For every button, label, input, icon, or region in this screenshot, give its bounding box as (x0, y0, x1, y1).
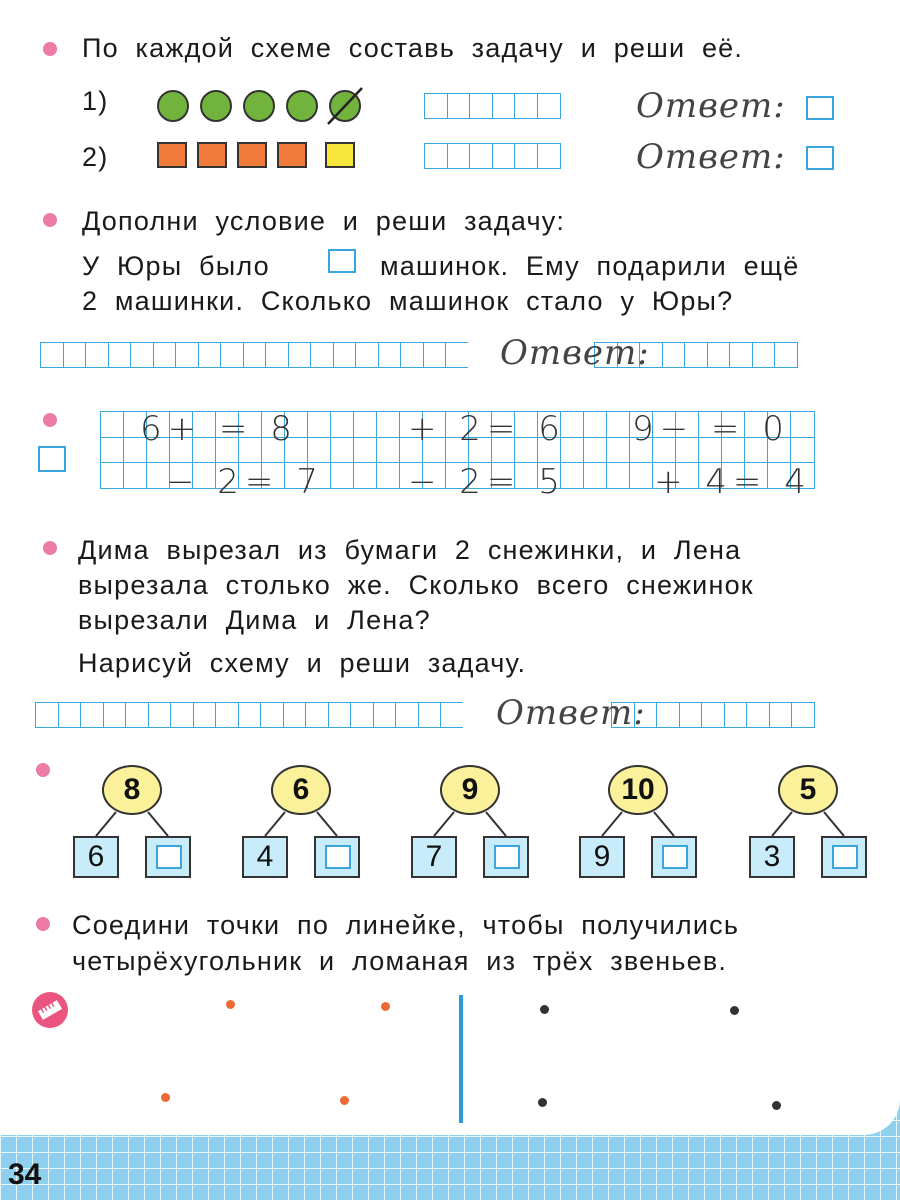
tree-5-left: 3 (749, 836, 795, 878)
task1-row2-label: 2) (82, 142, 109, 172)
task4-line1: Дима вырезал из бумаги 2 снежинки, и Лена (78, 535, 742, 565)
divider-line (459, 995, 463, 1123)
tree-2-top: 6 (271, 765, 331, 815)
tree-3-top: 9 (440, 765, 500, 815)
equation-3: 9− = 0 (632, 409, 790, 449)
point-right-4[interactable] (772, 1101, 781, 1110)
equation-6: + 4= 4 (654, 462, 812, 502)
answer-label-2: Ответ: (636, 137, 786, 177)
tree-2-left: 4 (242, 836, 288, 878)
task2-line1b: машинок. Ему подарили ещё (380, 251, 800, 281)
task6-bullet (36, 917, 50, 931)
ruler-icon (30, 990, 70, 1030)
point-left-3[interactable] (161, 1093, 170, 1102)
task2-title: Дополни условие и реши задачу: (82, 206, 566, 236)
point-right-1[interactable] (540, 1005, 549, 1014)
answer-label-task2: Ответ: (500, 333, 650, 373)
tree-3-right-box[interactable] (483, 836, 529, 878)
tree-5-right-box[interactable] (821, 836, 867, 878)
page-number: 34 (8, 1158, 42, 1191)
task1-row1-label: 1) (82, 86, 109, 116)
equation-4: − 2= 7 (166, 462, 324, 502)
equation-1: 6+ = 8 (140, 409, 298, 449)
equation-5: − 2= 5 (408, 462, 566, 502)
point-left-4[interactable] (340, 1096, 349, 1105)
point-right-3[interactable] (538, 1098, 547, 1107)
point-left-1[interactable] (226, 1000, 235, 1009)
task4-line4: Нарисуй схему и реши задачу. (78, 648, 527, 678)
task2-line2: 2 машинки. Сколько машинок стало у Юры? (82, 286, 734, 316)
answer-label-1: Ответ: (636, 86, 786, 126)
point-left-2[interactable] (381, 1002, 390, 1011)
task4-line2: вырезала столько же. Сколько всего снежинок (78, 570, 754, 600)
tree-2-right-box[interactable] (314, 836, 360, 878)
tree-4-left: 9 (579, 836, 625, 878)
task1-title: По каждой схеме составь задачу и реши её. (82, 33, 744, 63)
tree-1-right-box[interactable] (145, 836, 191, 878)
equation-2: + 2= 6 (408, 409, 566, 449)
answer-label-task4: Ответ: (496, 693, 646, 733)
tree-5-top: 5 (778, 765, 838, 815)
task2-line1a: У Юры было (82, 251, 270, 281)
tree-1-top: 8 (102, 765, 162, 815)
task6-line2: четырёхугольник и ломаная из трёх звеньев. (72, 946, 728, 976)
task4-line3: вырезали Дима и Лена? (78, 605, 431, 635)
tree-3-left: 7 (411, 836, 457, 878)
task6-line1: Соедини точки по линейке, чтобы получились (72, 910, 740, 940)
tree-4-top: 10 (608, 765, 668, 815)
point-right-2[interactable] (730, 1006, 739, 1015)
tree-4-right-box[interactable] (651, 836, 697, 878)
tree-1-left: 6 (73, 836, 119, 878)
